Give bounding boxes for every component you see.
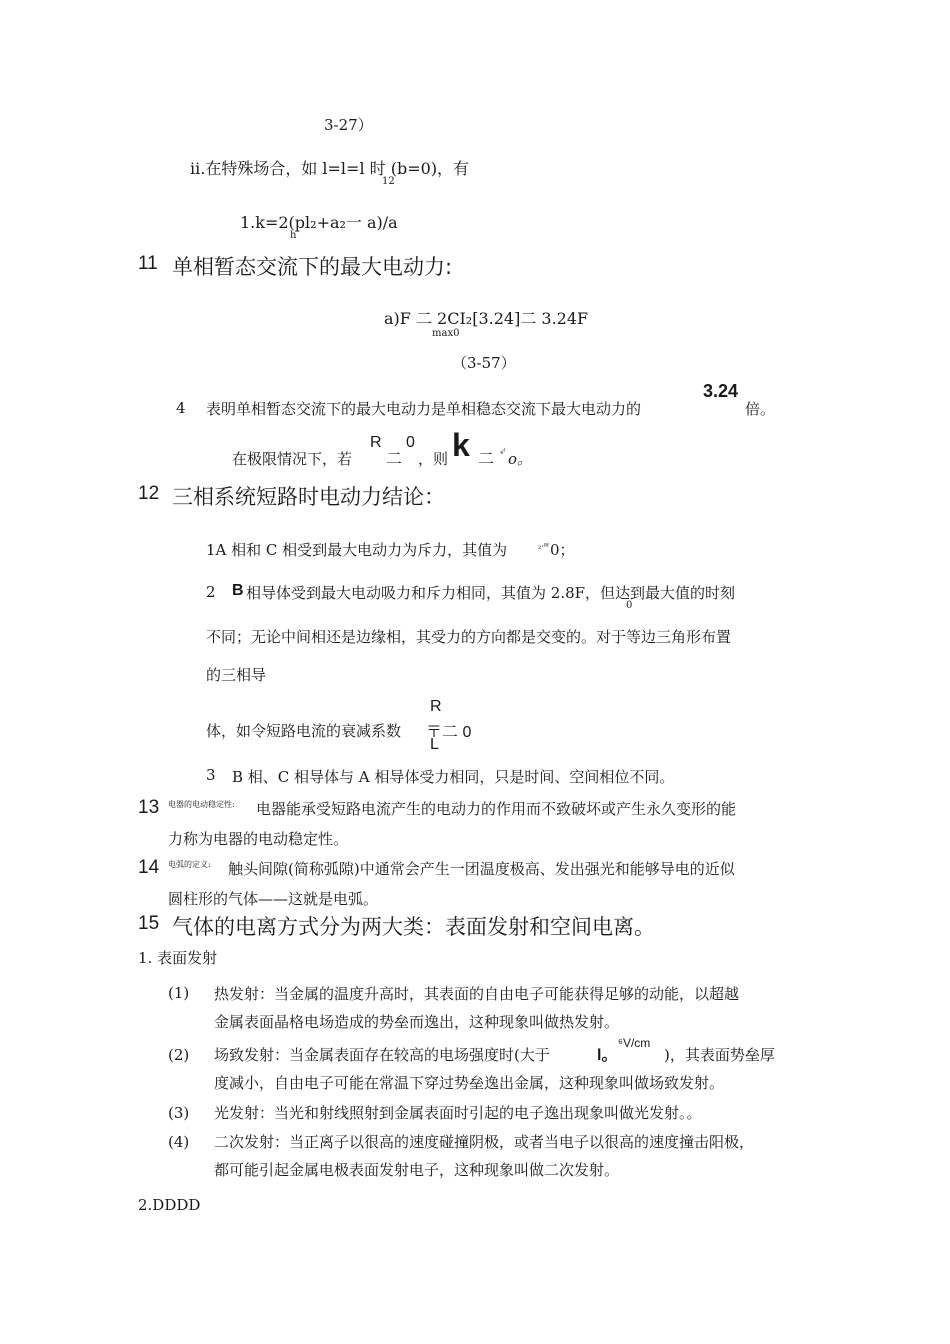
list-item: 热发射：当金属的温度升高时，其表面的自由电子可能获得足够的动能，以超越 xyxy=(214,985,740,1003)
small-symbol: ₄ᶠ xyxy=(500,447,505,456)
limit-mid: ，则 xyxy=(418,450,449,468)
list-item-tail: 0； xyxy=(550,541,575,559)
list-number: (3) xyxy=(168,1104,190,1122)
formula-k: 1.k=2(pl₂+a₂一 a)/a xyxy=(240,213,398,232)
symbol-zero: 0 xyxy=(406,434,415,451)
definition-text: 电器能承受短路电流产生的电动力的作用而不致破坏或产生永久变形的能 xyxy=(256,800,737,818)
section-heading: 单相暂态交流下的最大电动力: xyxy=(172,255,453,279)
equation-reference: 3-27） xyxy=(324,116,373,134)
list-item-line: 金属表面晶格电场造成的势垒而逸出，这种现象叫做热发射。 xyxy=(214,1013,620,1031)
fraction-numerator: R xyxy=(430,698,442,715)
list-number: (4) xyxy=(168,1133,190,1151)
list-item-line: 体，如令短路电流的衰减系数 xyxy=(206,722,402,740)
section-number: 11 xyxy=(138,253,158,274)
list-item: 二次发射：当正离子以很高的速度碰撞阴极，或者当电子以很高的速度撞击阳极， xyxy=(214,1133,755,1151)
subscript: h xyxy=(290,230,297,241)
list-item: 相导体受到最大电动吸力和斥力相同，其值为 2.8F，但达到最大值的时刻 xyxy=(246,584,736,602)
inline-label: 电弧的定义: xyxy=(168,860,211,869)
paragraph-text: 表明单相暂态交流下的最大电动力是单相稳态交流下最大电动力的 xyxy=(206,400,642,418)
footer-text: 2.DDDD xyxy=(138,1196,201,1214)
list-item: 光发射：当光和射线照射到金属表面时引起的电子逸出现象叫做光发射。。 xyxy=(214,1104,702,1122)
section-number: 13 xyxy=(138,797,160,818)
subscript: 12 xyxy=(382,176,395,187)
definition-text: 触头间隙(简称弧隙)中通常会产生一团温度极高、发出强光和能够导电的近似 xyxy=(228,860,735,878)
special-case-line: ⅱ.在特殊场合，如 l=l=l 时 (b=0)，有 xyxy=(190,159,470,178)
list-item-line: 的三相导 xyxy=(206,666,267,684)
list-item-line: 度减小，自由电子可能在常温下穿过势垒逸出金属，这种现象叫做场致发射。 xyxy=(214,1074,725,1092)
inline-label: 电器的电动稳定性: xyxy=(168,800,235,809)
paragraph-number: 4 xyxy=(176,399,186,417)
list-item: 1A 相和 C 相受到最大电动力为斥力，其值为 xyxy=(206,541,508,559)
list-item-line: 都可能引起金属电极表面发射电子，这种现象叫做二次发射。 xyxy=(214,1161,620,1179)
fraction-denominator: L xyxy=(430,736,439,753)
section-number: 12 xyxy=(138,483,160,504)
paragraph-suffix: 倍。 xyxy=(745,400,776,418)
symbol-k: k xyxy=(452,427,470,463)
section-number: 14 xyxy=(138,857,160,878)
equals-sign: 二 xyxy=(478,449,495,468)
unit-label: ⁶V/cm xyxy=(618,1036,651,1050)
equals-sign: 二 xyxy=(386,449,403,468)
list-number: (2) xyxy=(168,1046,190,1064)
subscript: 0 xyxy=(626,600,633,611)
list-item: B 相、C 相导体与 A 相导体受力相同，只是时间、空间相位不同。 xyxy=(232,768,675,786)
small-symbol: ₂·⁸ᶠ xyxy=(538,542,549,551)
list-number: 3 xyxy=(206,766,216,784)
list-number: 2 xyxy=(206,583,216,601)
section-number: 15 xyxy=(138,913,160,934)
limit-prefix: 在极限情况下，若 xyxy=(232,450,353,468)
definition-text: 圆柱形的气体——这就是电弧。 xyxy=(168,890,379,908)
subsection-title: 1. 表面发射 xyxy=(138,949,218,967)
list-number: (1) xyxy=(168,984,190,1002)
subscript: max0 xyxy=(432,328,460,339)
definition-text: 力称为电器的电动稳定性。 xyxy=(168,830,349,848)
fraction-expression: 〒二 0 xyxy=(426,724,472,741)
inline-value: l。 xyxy=(597,1047,618,1064)
equation-reference: （3-57） xyxy=(452,354,516,372)
formula-f: a)F 二 2CI₂[3.24]二 3.24F xyxy=(384,309,589,328)
list-item-tail: )，其表面势垒厚 xyxy=(664,1046,775,1064)
section-heading: 三相系统短路时电动力结论： xyxy=(172,485,445,509)
limit-tail: o。 xyxy=(508,450,533,468)
symbol-r: R xyxy=(370,434,382,451)
section-heading: 气体的电离方式分为两大类：表面发射和空间电离。 xyxy=(172,915,655,939)
phase-b-label: B xyxy=(232,582,244,599)
list-item-line: 不同；无论中间相还是边缘相，其受力的方向都是交变的。对于等边三角形布置 xyxy=(206,628,732,646)
emphasis-value: 3.24 xyxy=(703,381,739,401)
list-item: 场致发射：当金属表面存在较高的电场强度时(大于 xyxy=(214,1046,550,1064)
